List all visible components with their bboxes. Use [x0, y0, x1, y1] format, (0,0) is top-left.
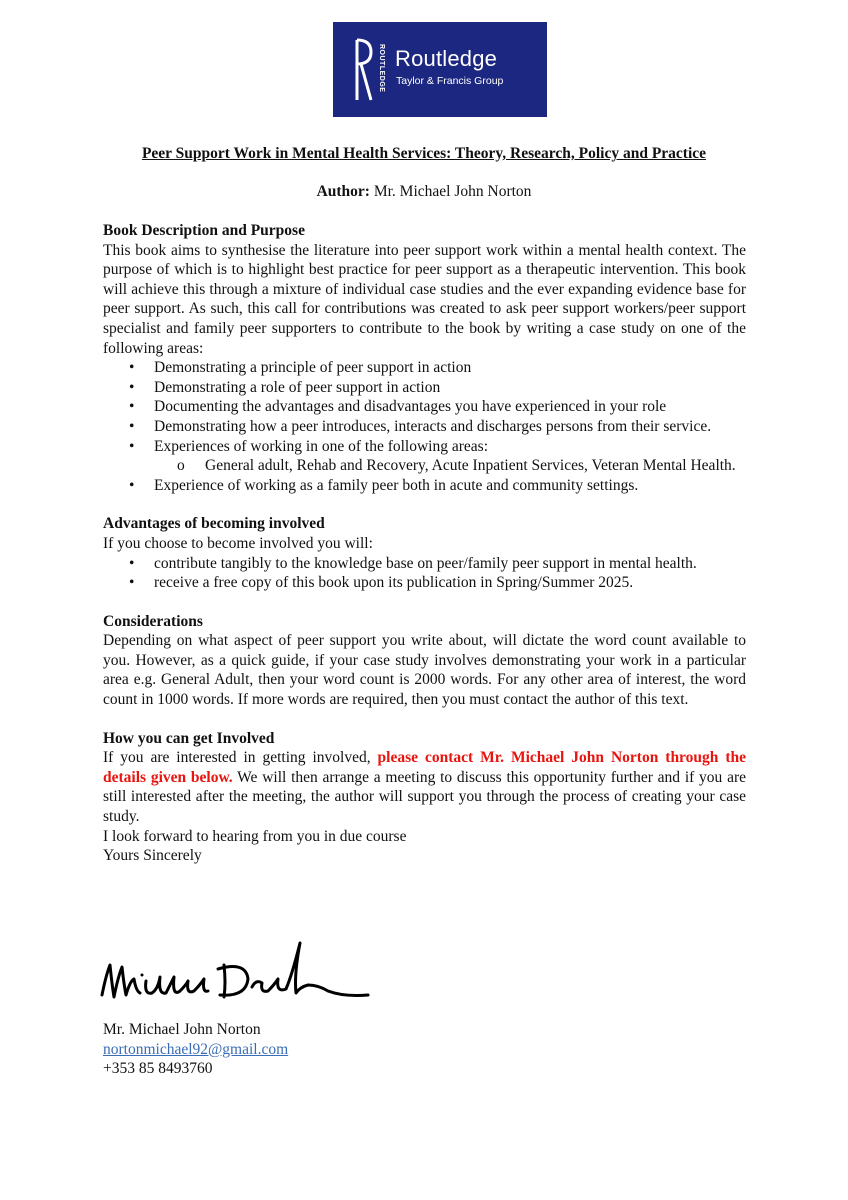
list-item: • contribute tangibly to the knowledge base on peer/family peer support in mental health. — [103, 554, 746, 574]
signer-name: Mr. Michael John Norton — [103, 1021, 261, 1038]
author-label: Author: — [316, 183, 370, 200]
document-title: Peer Support Work in Mental Health Services: Theory, Research, Policy and Practice — [141, 145, 707, 162]
advantages-intro: If you choose to become involved you will: — [103, 534, 373, 552]
description-body: This book aims to synthesise the literature into peer support work within a mental health context. The purpose of which is to highlight best practice for peer support as a therapeutic intervention. This book will achieve this through a mixture of individual case studies and the ever expanding evidence base for peer support. As such, this call for contributions was created to ask peer support workers/peer support specialist and family peer supporters to contribute to the book by writing a case study on one of the following areas: — [103, 241, 746, 357]
closing-line: I look forward to hearing from you in due course — [103, 827, 407, 845]
logo-vertical-text: ROUTLEDGE — [378, 44, 385, 93]
contact-callout: please contact Mr. Michael John Norton through the details given below. — [103, 749, 747, 786]
email-link[interactable]: nortonmichael92@gmail.com — [103, 1040, 289, 1058]
list-item-text: Experiences of working in one of the following areas: — [154, 437, 489, 455]
considerations-body: Depending on what aspect of peer support you write about, will dictate the word count available to you. However, as a quick guide, if your case study involves demonstrating your work in a particular area e.g. General Adult, then your word count is 2000 words. For any other area of interest, the word count in 1000 words. If more words are required, then you must contact the author of this text. — [103, 632, 746, 709]
phone-number: +353 85 8493760 — [103, 1060, 213, 1078]
description-heading: Book Description and Purpose — [103, 222, 305, 239]
author-name: Mr. Michael John Norton — [373, 183, 532, 200]
author-line — [0, 183, 848, 201]
involved-text-end: We will then arrange a meeting to discuss this opportunity further and if you are still interested after the meeting, the author will support you through the process of creating your case study. — [103, 768, 746, 826]
publisher-logo — [333, 22, 547, 117]
handwritten-signature — [96, 935, 376, 1015]
logo-subtitle: Taylor & Francis Group — [396, 75, 504, 87]
document-body — [103, 221, 746, 866]
involved-body — [103, 748, 746, 826]
list-item: • Experience of working as a family peer both in acute and community settings. — [103, 476, 746, 496]
logo-name: Routledge — [395, 46, 498, 71]
list-item: • receive a free copy of this book upon its publication in Spring/Summer 2025. — [103, 573, 746, 593]
routledge-r-icon — [355, 38, 373, 102]
sub-list — [154, 456, 746, 476]
list-item: • Demonstrating how a peer introduces, interacts and discharges persons from their service. — [103, 417, 746, 437]
list-item — [103, 437, 746, 476]
advantages-list — [103, 554, 746, 593]
involved-text-start: If you are interested in getting involved, — [103, 749, 378, 767]
list-item: • Demonstrating a role of peer support in action — [103, 378, 746, 398]
involved-heading: How you can get Involved — [103, 729, 275, 747]
list-item: • Demonstrating a principle of peer support in action — [103, 358, 746, 378]
considerations-heading: Considerations — [103, 612, 203, 630]
advantages-heading: Advantages of becoming involved — [103, 515, 325, 533]
description-list — [103, 358, 746, 495]
sign-off: Yours Sincerely — [103, 847, 202, 865]
list-item: • Documenting the advantages and disadvantages you have experienced in your role — [103, 397, 746, 417]
signature-block — [103, 1020, 288, 1079]
sub-list-item: o General adult, Rehab and Recovery, Acute Inpatient Services, Veteran Mental Health. — [103, 456, 746, 476]
